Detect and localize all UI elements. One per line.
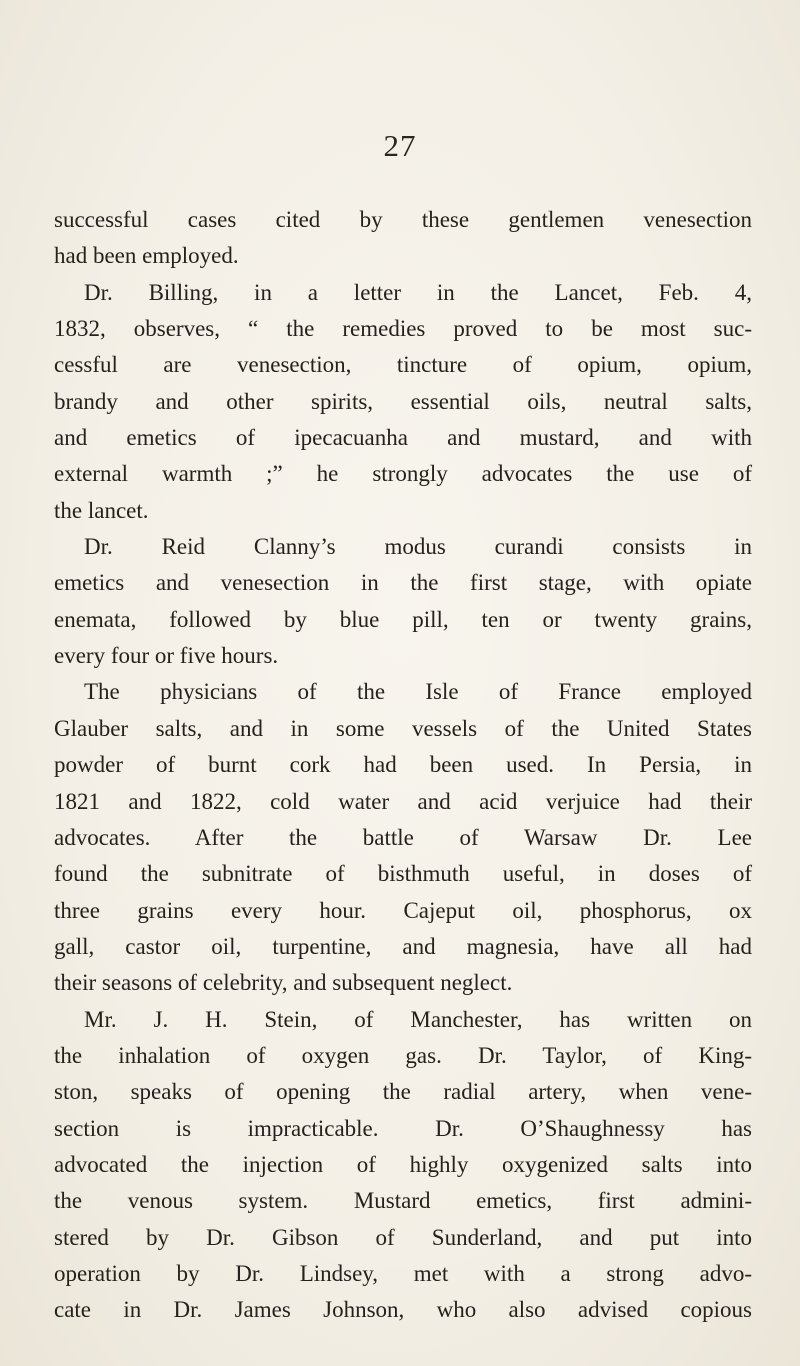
text-line: The physicians of the Isle of France employed: [84, 679, 752, 705]
text-line: Dr. Reid Clanny’s modus curandi consists in: [84, 534, 752, 560]
text-line: powder of burnt cork had been used. In Persia, in: [54, 752, 752, 778]
text-line: the lancet.: [54, 497, 149, 523]
text-line: section is impracticable. Dr. O’Shaughnessy has: [54, 1115, 752, 1141]
text-line: three grains every hour. Cajeput oil, phosphorus, ox: [54, 897, 752, 923]
page-number: 27: [383, 128, 417, 163]
text-line: 1821 and 1822, cold water and acid verjuice had their: [54, 788, 752, 814]
text-line: the inhalation of oxygen gas. Dr. Taylor, of King-: [54, 1042, 752, 1068]
text-line: advocates. After the battle of Warsaw Dr. Lee: [54, 824, 752, 850]
text-line: 1832, observes, “ the remedies proved to be most suc-: [54, 316, 752, 342]
text-line: the venous system. Mustard emetics, first admini-: [54, 1188, 752, 1214]
text-line: had been employed.: [54, 243, 239, 269]
text-line: Glauber salts, and in some vessels of the United States: [54, 715, 752, 741]
text-line: cessful are venesection, tincture of opium, opium,: [54, 352, 752, 378]
text-line: found the subnitrate of bisthmuth useful, in doses of: [54, 861, 752, 887]
text-line: successful cases cited by these gentlemen venesection: [54, 207, 752, 232]
text-line: every four or five hours.: [54, 643, 279, 669]
text-line: gall, castor oil, turpentine, and magnesia, have all had: [54, 933, 752, 959]
text-line: advocated the injection of highly oxygenized salts into: [54, 1151, 752, 1177]
body-text: [54, 202, 752, 1329]
text-line: brandy and other spirits, essential oils, neutral salts,: [54, 388, 752, 414]
text-line: emetics and venesection in the first stage, with opiate: [54, 570, 752, 596]
text-line: Dr. Billing, in a letter in the Lancet, Feb. 4,: [84, 279, 752, 305]
text-line: operation by Dr. Lindsey, met with a strong advo-: [54, 1260, 752, 1286]
text-line: stered by Dr. Gibson of Sunderland, and put into: [54, 1224, 752, 1250]
text-line: enemata, followed by blue pill, ten or twenty grains,: [54, 606, 752, 632]
text-line: Mr. J. H. Stein, of Manchester, has written on: [84, 1006, 752, 1032]
text-line: ston, speaks of opening the radial artery, when vene-: [54, 1079, 752, 1105]
text-line: their seasons of celebrity, and subsequent neglect.: [54, 970, 513, 996]
text-line: external warmth ;” he strongly advocates the use of: [54, 461, 752, 487]
text-line: cate in Dr. James Johnson, who also advised copious: [54, 1297, 752, 1323]
text-line: and emetics of ipecacuanha and mustard, and with: [54, 425, 752, 451]
